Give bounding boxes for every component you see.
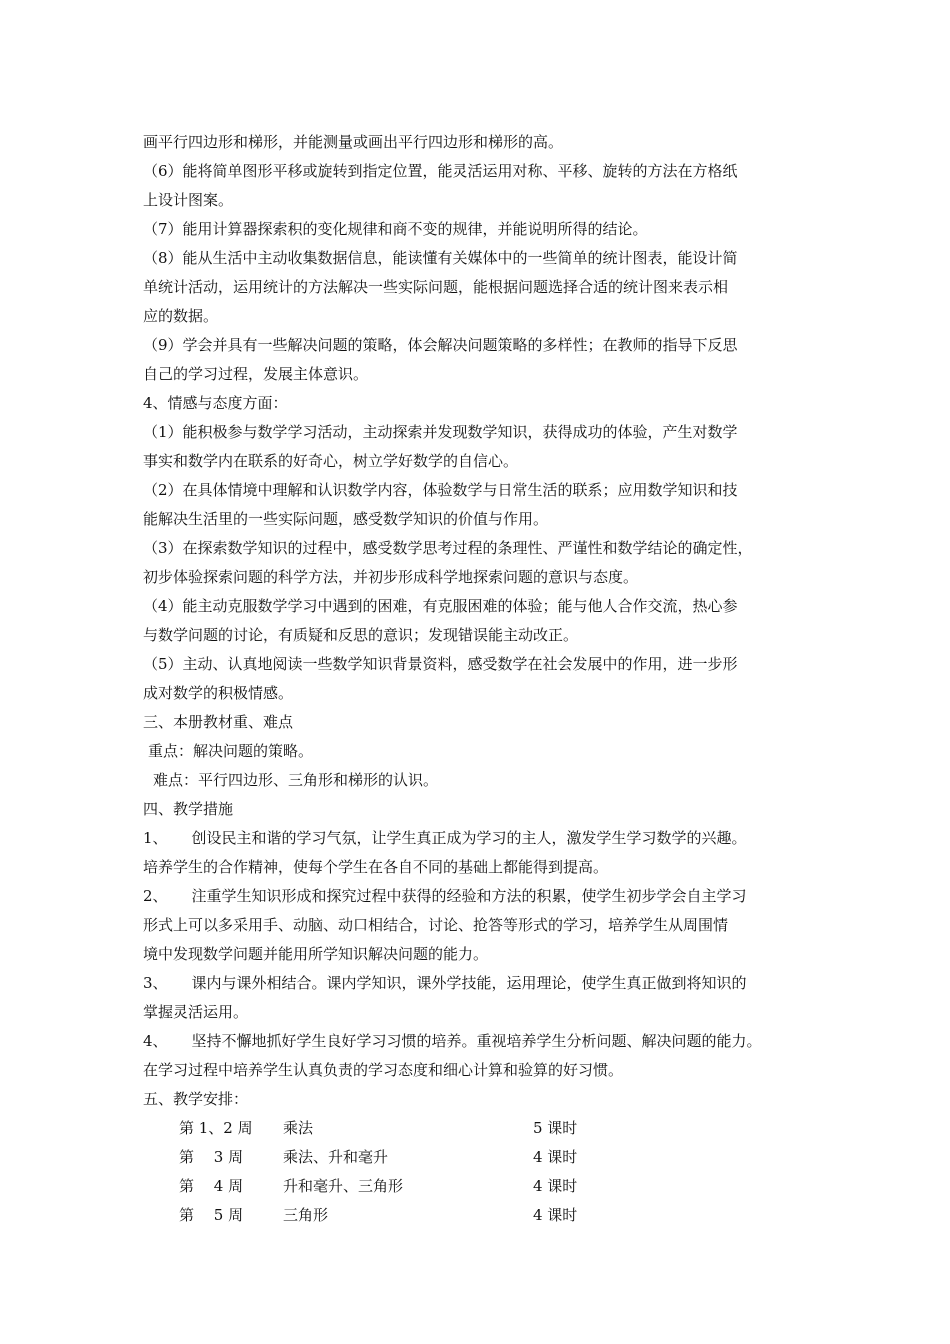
schedule-row bbox=[143, 1114, 823, 1143]
text-line: 单统计活动，运用统计的方法解决一些实际问题，能根据问题选择合适的统计图来表示相 bbox=[143, 278, 729, 296]
list-marker: 4、 bbox=[143, 1032, 168, 1050]
schedule-week: 第 4 周 bbox=[179, 1177, 244, 1195]
text-line: 能解决生活里的一些实际问题，感受数学知识的价值与作用。 bbox=[143, 510, 549, 528]
schedule-row bbox=[143, 1172, 823, 1201]
objective-8: （8）能从生活中主动收集数据信息，能读懂有关媒体中的一些简单的统计图表，能设计简 bbox=[143, 249, 738, 267]
objective-9: （9）学会并具有一些解决问题的策略，体会解决问题策略的多样性；在教师的指导下反思 bbox=[143, 336, 738, 354]
schedule-week: 第 5 周 bbox=[179, 1206, 244, 1224]
section-heading-key-points: 三、本册教材重、难点 bbox=[143, 713, 294, 731]
section-heading-measures: 四、教学措施 bbox=[143, 800, 234, 818]
text-line: 与数学问题的讨论，有质疑和反思的意识；发现错误能主动改正。 bbox=[143, 626, 579, 644]
schedule-row bbox=[143, 1201, 823, 1230]
text-line: 培养学生的合作精神，使每个学生在各自不同的基础上都能得到提高。 bbox=[143, 858, 609, 876]
schedule-row bbox=[143, 1143, 823, 1172]
measure-text: 注重学生知识形成和探究过程中获得的经验和方法的积累，使学生初步学会自主学习 bbox=[191, 887, 747, 905]
section-heading-schedule: 五、教学安排： bbox=[143, 1090, 249, 1108]
difficult-point: 难点：平行四边形、三角形和梯形的认识。 bbox=[153, 771, 439, 789]
text-line: 境中发现数学问题并能用所学知识解决问题的能力。 bbox=[143, 945, 489, 963]
attitude-5: （5）主动、认真地阅读一些数学知识背景资料，感受数学在社会发展中的作用，进一步形 bbox=[143, 655, 738, 673]
measure-4 bbox=[143, 1027, 823, 1056]
objective-7: （7）能用计算器探索积的变化规律和商不变的规律，并能说明所得的结论。 bbox=[143, 220, 648, 238]
measure-2 bbox=[143, 882, 823, 911]
text-line: 形式上可以多采用手、动脑、动口相结合，讨论、抢答等形式的学习，培养学生从周围情 bbox=[143, 916, 729, 934]
document-body bbox=[143, 128, 823, 1230]
measure-text: 课内与课外相结合。课内学知识，课外学技能，运用理论，使学生真正做到将知识的 bbox=[191, 974, 747, 992]
measure-3 bbox=[143, 969, 823, 998]
list-marker: 2、 bbox=[143, 887, 168, 905]
schedule-hours: 4 课时 bbox=[533, 1206, 578, 1224]
text-line: 在学习过程中培养学生认真负责的学习态度和细心计算和验算的好习惯。 bbox=[143, 1061, 624, 1079]
list-marker: 1、 bbox=[143, 829, 168, 847]
text-line: 上设计图案。 bbox=[143, 191, 234, 209]
text-line: 初步体验探索问题的科学方法，并初步形成科学地探索问题的意识与态度。 bbox=[143, 568, 639, 586]
text-line: 掌握灵活运用。 bbox=[143, 1003, 249, 1021]
attitude-3: （3）在探索数学知识的过程中，感受数学思考过程的条理性、严谨性和数学结论的确定性， bbox=[143, 539, 753, 557]
attitude-1: （1）能积极参与数学学习活动，主动探索并发现数学知识，获得成功的体验，产生对数学 bbox=[143, 423, 738, 441]
section-heading-attitude: 4、情感与态度方面： bbox=[143, 394, 288, 412]
measure-text: 创设民主和谐的学习气氛，让学生真正成为学习的主人，激发学生学习数学的兴趣。 bbox=[191, 829, 747, 847]
measure-1 bbox=[143, 824, 823, 853]
measure-text: 坚持不懈地抓好学生良好学习习惯的培养。重视培养学生分析问题、解决问题的能力。 bbox=[191, 1032, 762, 1050]
schedule-hours: 5 课时 bbox=[533, 1119, 578, 1137]
text-line: 自己的学习过程，发展主体意识。 bbox=[143, 365, 369, 383]
text-line: 事实和数学内在联系的好奇心，树立学好数学的自信心。 bbox=[143, 452, 519, 470]
schedule-topic: 升和毫升、三角形 bbox=[283, 1177, 404, 1195]
schedule-week: 第 1、2 周 bbox=[179, 1119, 253, 1137]
schedule-hours: 4 课时 bbox=[533, 1177, 578, 1195]
schedule-topic: 乘法 bbox=[283, 1119, 314, 1137]
schedule-hours: 4 课时 bbox=[533, 1148, 578, 1166]
schedule-topic: 乘法、升和毫升 bbox=[283, 1148, 389, 1166]
text-line: 成对数学的积极情感。 bbox=[143, 684, 294, 702]
attitude-2: （2）在具体情境中理解和认识数学内容，体验数学与日常生活的联系；应用数学知识和技 bbox=[143, 481, 738, 499]
schedule-week: 第 3 周 bbox=[179, 1148, 244, 1166]
text-line: 画平行四边形和梯形，并能测量或画出平行四边形和梯形的高。 bbox=[143, 133, 564, 151]
schedule-topic: 三角形 bbox=[283, 1206, 329, 1224]
objective-6: （6）能将简单图形平移或旋转到指定位置，能灵活运用对称、平移、旋转的方法在方格纸 bbox=[143, 162, 738, 180]
key-point: 重点：解决问题的策略。 bbox=[148, 742, 314, 760]
list-marker: 3、 bbox=[143, 974, 168, 992]
text-line: 应的数据。 bbox=[143, 307, 219, 325]
attitude-4: （4）能主动克服数学学习中遇到的困难，有克服困难的体验；能与他人合作交流，热心参 bbox=[143, 597, 738, 615]
